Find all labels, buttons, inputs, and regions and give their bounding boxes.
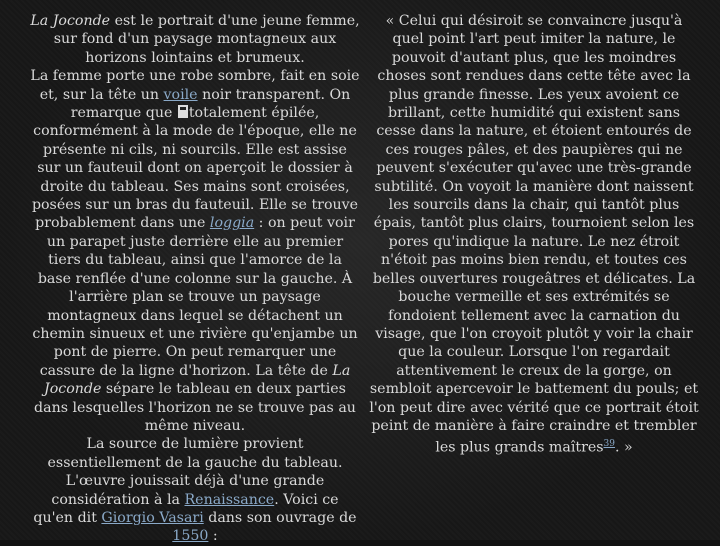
title-italic: La Joconde: [30, 13, 111, 29]
link-voile[interactable]: voile: [163, 86, 198, 103]
text-run: La femme porte une robe sombre, fait en soie et, sur la tête un: [30, 68, 360, 103]
quote-end: . »: [614, 440, 633, 457]
right-quote-column: [368, 12, 700, 457]
paragraph-light: La source de lumière provient essentiellement de la gauche du tableau.: [47, 436, 343, 471]
vasari-quote: [368, 12, 700, 457]
paragraph-description: [30, 67, 360, 435]
left-text-column: [30, 12, 360, 546]
clipboard-icon: [178, 105, 188, 118]
quote-text: « Celui qui désiroit se convaincre jusqu'à quel point l'art peut imiter la nature, le pouvoit d'autant plus, que les moindres choses sont rendues dans cette tête avec la plus grande finesse. Les yeux avoient ce brillant, cette humidité qui existent sans cesse dans la nature, et étoient entourés de ces rouges pâles, et des paupières qui ne peuvent s'exécuter qu'avec une très-grande subtilité. On voyoit la manière dont naissent les sourcils dans la chair, qui tantôt plus épais, tantôt plus clairs, tournoient selon les pores qu'indique la nature. Le nez étroit n'étoit pas moins bien rendu, et toutes ces belles ouvertures rougeâtres et délicates. La bouche vermeille et ses extrémités se fondoient tellement avec la carnation du visage, que l'on croyoit plutôt y voir la chair que la couleur. Lorsque l'on regardait attentivement le creux de la gorge, on sembloit apercevoir le battement du pouls; et l'on peut dire avec vérité que ce portrait étoit peint de manière à faire craindre et trembler les plus grands maîtres: [369, 13, 699, 457]
link-1550[interactable]: 1550: [172, 528, 209, 545]
text-run: :: [208, 528, 218, 545]
text-run: : on peut voir un parapet juste derrière elle au premier tiers du tableau, ainsi que l'amorce de la base renflée d'une colonne sur la gauche. À l'arrière plan se trouve un paysage montagneux dans lequel se détachent un chemin sinueux et une rivière qu'enjambe un pont de pierre. On peut remarquer une cassure de la ligne d'horizon. La tête de: [32, 215, 358, 379]
text-run: dans son ouvrage de: [203, 509, 357, 526]
link-giorgio-vasari[interactable]: Giorgio Vasari: [101, 509, 204, 526]
text-run: noir transparent. On remarque que: [70, 86, 351, 122]
text-run: . Voici ce qu'en dit: [33, 491, 339, 526]
paragraph-renaissance: [30, 472, 360, 546]
text-run: L'œuvre jouissait déjà d'une grande considération à la: [51, 473, 325, 508]
text-run: sépare le tableau en deux parties dans lesquelles l'horizon ne se trouve pas au même niveau.: [34, 381, 356, 434]
footnote-link[interactable]: 39: [603, 439, 615, 450]
paragraph-intro: [30, 12, 360, 67]
link-loggia[interactable]: loggia: [209, 215, 255, 232]
text-run: totalement épilée, conformément à la mode de l'époque, elle ne présente ni cils, ni sourcils. Elle est assise sur un fauteuil dont on aperçoit le dossier à droite du tableau. Ses mains sont croisées, posées sur un bras du fauteuil. Elle se trouve probablement dans une: [31, 105, 359, 232]
text-run: est le portrait d'une jeune femme, sur fond d'un paysage montagneux aux horizons lointains et brumeux.: [53, 13, 360, 66]
link-renaissance[interactable]: Renaissance: [184, 491, 275, 508]
title-italic: La Joconde: [44, 362, 351, 398]
